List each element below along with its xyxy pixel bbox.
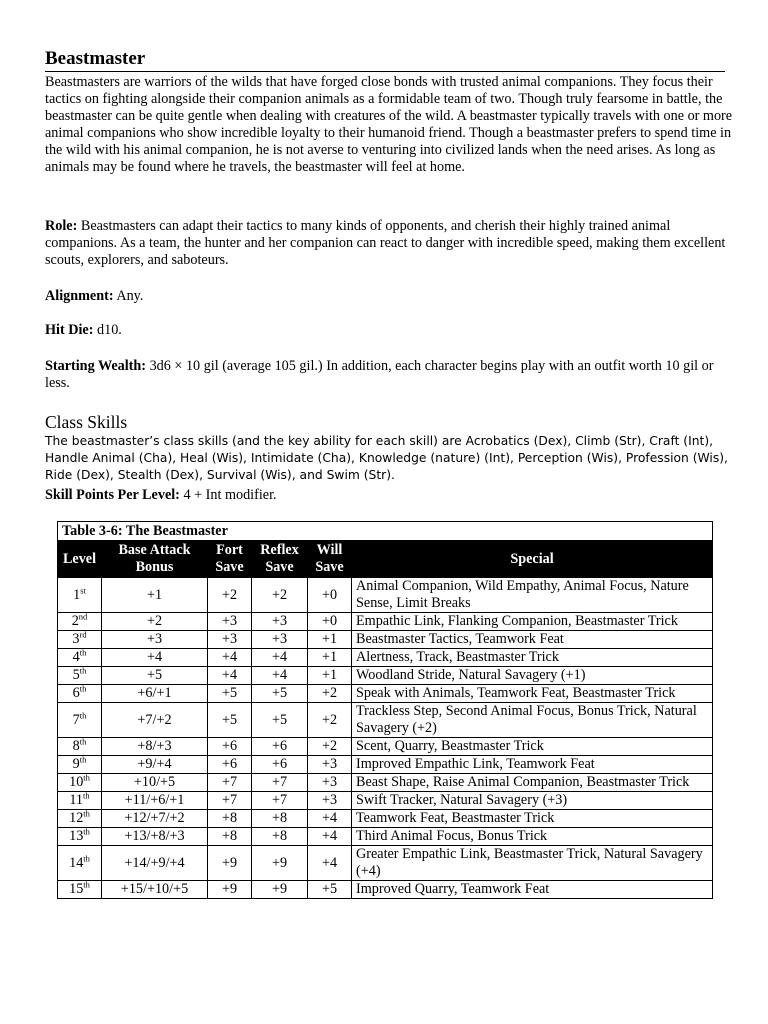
cell-bab: +6/+1 <box>102 685 208 703</box>
cell-level <box>58 810 102 828</box>
level-number: 14 <box>69 854 84 871</box>
cell-will: +3 <box>308 774 352 792</box>
table-row <box>58 828 713 846</box>
cell-fort: +5 <box>208 703 252 738</box>
table-body <box>58 578 713 899</box>
page-title: Beastmaster <box>45 48 725 72</box>
level-number: 8 <box>72 738 80 754</box>
table-row <box>58 774 713 792</box>
cell-reflex: +5 <box>252 685 308 703</box>
cell-reflex: +7 <box>252 774 308 792</box>
level-suffix: rd <box>79 629 87 640</box>
cell-will: +1 <box>308 667 352 685</box>
cell-special: Beastmaster Tactics, Teamwork Feat <box>352 631 713 649</box>
level-suffix: th <box>83 852 90 863</box>
cell-bab: +3 <box>102 631 208 649</box>
alignment-text: Any. <box>113 288 144 304</box>
cell-fort: +2 <box>208 578 252 613</box>
cell-will: +3 <box>308 756 352 774</box>
level-suffix: th <box>79 709 87 720</box>
cell-special: Beast Shape, Raise Animal Companion, Beastmaster Trick <box>352 774 713 792</box>
role-label: Role: <box>45 218 78 234</box>
level-number: 3 <box>72 631 80 647</box>
class-skills-paragraph: The beastmaster’s class skills (and the key ability for each skill) are Acrobatics (Dex), Climb (Str), Craft (Int), Handle Animal (Cha), Heal (Wis), Intimidate (Cha), Knowledge (nature) (Int), Perception (Wis), Profession (Wis), Ride (Dex), Stealth (Dex), Survival (Wis), and Swim (Str). <box>45 434 728 482</box>
cell-level <box>58 649 102 667</box>
level-suffix: th <box>83 790 90 801</box>
skill-points-label: Skill Points Per Level: <box>45 487 180 503</box>
table-row <box>58 578 713 613</box>
intro-paragraph: Beastmasters are warriors of the wilds that have forged close bonds with trusted animal companions. They focus their tactics on fighting alongside their companion animals as a formidable team of two. Though truly fearsome in battle, the beastmaster can be quite gentle when dealing with creatures of the wild. A beastmaster typically travels with one or more animal companions who show incredible loyalty to their humanoid friend. Though a beastmaster prefers to spend time in the wild with his animal companion, he is not averse to venturing into civilized lands when the need arises. As long as animals may be found where he travels, the beastmaster will feel at home. <box>45 74 733 175</box>
cell-fort: +9 <box>208 846 252 881</box>
cell-reflex: +8 <box>252 810 308 828</box>
level-number: 13 <box>69 828 84 844</box>
level-suffix: th <box>83 879 90 890</box>
cell-fort: +9 <box>208 881 252 899</box>
cell-special: Third Animal Focus, Bonus Trick <box>352 828 713 846</box>
level-suffix: th <box>79 683 87 694</box>
cell-level <box>58 846 102 881</box>
cell-fort: +7 <box>208 774 252 792</box>
cell-special: Alertness, Track, Beastmaster Trick <box>352 649 713 667</box>
cell-reflex: +2 <box>252 578 308 613</box>
starting-wealth-label: Starting Wealth: <box>45 358 147 374</box>
cell-special: Speak with Animals, Teamwork Feat, Beastmaster Trick <box>352 685 713 703</box>
cell-level <box>58 703 102 738</box>
cell-special: Animal Companion, Wild Empathy, Animal Focus, Nature Sense, Limit Breaks <box>352 578 713 613</box>
cell-special: Improved Quarry, Teamwork Feat <box>352 881 713 899</box>
cell-will: +0 <box>308 613 352 631</box>
header-special: Special <box>352 541 713 578</box>
level-suffix: th <box>79 754 87 765</box>
table-row <box>58 613 713 631</box>
cell-bab: +12/+7/+2 <box>102 810 208 828</box>
cell-special: Swift Tracker, Natural Savagery (+3) <box>352 792 713 810</box>
level-number: 6 <box>72 685 80 701</box>
cell-special: Trackless Step, Second Animal Focus, Bonus Trick, Natural Savagery (+2) <box>352 703 713 738</box>
hit-die-label: Hit Die: <box>45 322 94 338</box>
cell-reflex: +5 <box>252 703 308 738</box>
cell-will: +1 <box>308 649 352 667</box>
cell-bab: +9/+4 <box>102 756 208 774</box>
starting-wealth-paragraph <box>45 358 735 392</box>
level-number: 10 <box>69 774 84 790</box>
skill-points-paragraph <box>45 487 735 504</box>
cell-bab: +10/+5 <box>102 774 208 792</box>
cell-level <box>58 774 102 792</box>
table-row <box>58 703 713 738</box>
level-suffix: th <box>83 808 90 819</box>
level-number: 12 <box>69 810 84 826</box>
table-row <box>58 792 713 810</box>
cell-reflex: +9 <box>252 846 308 881</box>
table-row <box>58 667 713 685</box>
level-number: 4 <box>72 649 80 665</box>
cell-bab: +5 <box>102 667 208 685</box>
header-bab: Base Attack Bonus <box>102 541 208 578</box>
hit-die-text: d10. <box>93 322 122 338</box>
cell-will: +3 <box>308 792 352 810</box>
cell-bab: +11/+6/+1 <box>102 792 208 810</box>
cell-level <box>58 881 102 899</box>
cell-reflex: +3 <box>252 631 308 649</box>
cell-will: +4 <box>308 828 352 846</box>
cell-level <box>58 756 102 774</box>
cell-bab: +13/+8/+3 <box>102 828 208 846</box>
header-level: Level <box>58 541 102 578</box>
table-row <box>58 756 713 774</box>
table-row <box>58 738 713 756</box>
hit-die-paragraph <box>45 322 735 339</box>
table-row <box>58 649 713 667</box>
cell-level <box>58 667 102 685</box>
level-suffix: th <box>83 826 90 837</box>
cell-level <box>58 792 102 810</box>
level-suffix: th <box>79 665 87 676</box>
alignment-label: Alignment: <box>45 288 114 304</box>
cell-will: +4 <box>308 810 352 828</box>
cell-fort: +5 <box>208 685 252 703</box>
cell-bab: +14/+9/+4 <box>102 846 208 881</box>
cell-fort: +4 <box>208 667 252 685</box>
table-row <box>58 631 713 649</box>
beastmaster-table <box>57 521 713 899</box>
cell-bab: +7/+2 <box>102 703 208 738</box>
cell-will: +2 <box>308 738 352 756</box>
role-text: Beastmasters can adapt their tactics to many kinds of opponents, and cherish their highly trained animal companions. As a team, the hunter and her companion can react to danger with incredible speed, making them excellent scouts, explorers, and saboteurs. <box>45 218 726 268</box>
cell-will: +4 <box>308 846 352 881</box>
cell-special: Empathic Link, Flanking Companion, Beastmaster Trick <box>352 613 713 631</box>
skill-points-text: 4 + Int modifier. <box>179 487 277 503</box>
level-suffix: th <box>83 772 90 783</box>
level-number: 7 <box>72 711 80 728</box>
level-suffix: th <box>79 647 87 658</box>
cell-special: Improved Empathic Link, Teamwork Feat <box>352 756 713 774</box>
cell-reflex: +4 <box>252 667 308 685</box>
cell-will: +1 <box>308 631 352 649</box>
cell-level <box>58 685 102 703</box>
level-number: 9 <box>72 756 80 772</box>
level-suffix: nd <box>78 611 88 622</box>
table-caption: Table 3-6: The Beastmaster <box>58 522 713 541</box>
starting-wealth-text: 3d6 × 10 gil (average 105 gil.) In addition, each character begins play with an outfit worth 10 gil or less. <box>45 358 714 391</box>
level-suffix: th <box>79 736 87 747</box>
cell-bab: +4 <box>102 649 208 667</box>
cell-fort: +4 <box>208 649 252 667</box>
cell-reflex: +6 <box>252 738 308 756</box>
header-will: Will Save <box>308 541 352 578</box>
level-number: 5 <box>72 667 80 683</box>
cell-fort: +8 <box>208 810 252 828</box>
cell-reflex: +9 <box>252 881 308 899</box>
table-row <box>58 881 713 899</box>
cell-bab: +1 <box>102 578 208 613</box>
cell-will: +2 <box>308 685 352 703</box>
table-row <box>58 685 713 703</box>
cell-level <box>58 738 102 756</box>
cell-fort: +3 <box>208 613 252 631</box>
cell-bab: +2 <box>102 613 208 631</box>
cell-reflex: +3 <box>252 613 308 631</box>
cell-reflex: +7 <box>252 792 308 810</box>
level-number: 11 <box>69 792 84 808</box>
cell-fort: +6 <box>208 738 252 756</box>
cell-reflex: +8 <box>252 828 308 846</box>
cell-will: +2 <box>308 703 352 738</box>
level-suffix: st <box>80 584 86 595</box>
cell-will: +5 <box>308 881 352 899</box>
alignment-paragraph <box>45 288 735 305</box>
role-paragraph <box>45 218 735 269</box>
level-number: 1 <box>73 586 81 603</box>
cell-level <box>58 613 102 631</box>
cell-fort: +3 <box>208 631 252 649</box>
level-number: 15 <box>69 881 84 897</box>
cell-special: Teamwork Feat, Beastmaster Trick <box>352 810 713 828</box>
cell-reflex: +4 <box>252 649 308 667</box>
table-row <box>58 810 713 828</box>
header-fort: Fort Save <box>208 541 252 578</box>
cell-fort: +7 <box>208 792 252 810</box>
class-skills-heading: Class Skills <box>45 412 128 432</box>
cell-fort: +8 <box>208 828 252 846</box>
cell-special: Scent, Quarry, Beastmaster Trick <box>352 738 713 756</box>
cell-bab: +15/+10/+5 <box>102 881 208 899</box>
table-row <box>58 846 713 881</box>
cell-fort: +6 <box>208 756 252 774</box>
cell-will: +0 <box>308 578 352 613</box>
level-number: 2 <box>71 613 79 629</box>
cell-special: Woodland Stride, Natural Savagery (+1) <box>352 667 713 685</box>
cell-reflex: +6 <box>252 756 308 774</box>
cell-bab: +8/+3 <box>102 738 208 756</box>
cell-level <box>58 578 102 613</box>
cell-level <box>58 631 102 649</box>
cell-special: Greater Empathic Link, Beastmaster Trick, Natural Savagery (+4) <box>352 846 713 881</box>
cell-level <box>58 828 102 846</box>
header-reflex: Reflex Save <box>252 541 308 578</box>
